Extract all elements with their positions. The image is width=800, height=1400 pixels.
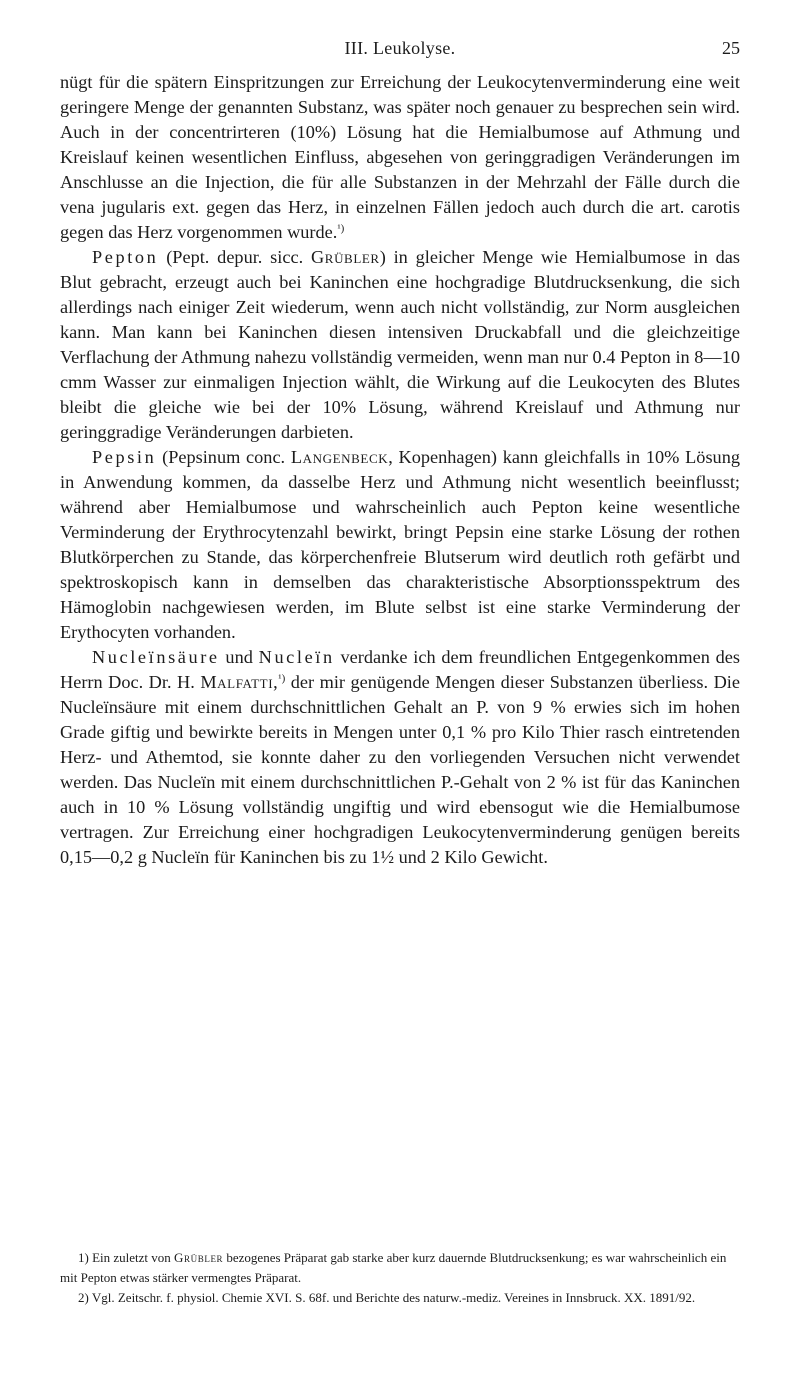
author-name: Grübler [311,247,380,267]
footnote-2 [60,1288,740,1308]
footnote-number: 2) [78,1290,89,1305]
footnotes [60,1248,740,1308]
paragraph-text: ) in gleicher Menge wie Hemialbumose in das Blut gebracht, erzeugt auch bei Kaninchen eine hochgradige Blutdrucksenkung, die sich allerdings nach einiger Zeit wiederum, wenn auch nicht vollständig, zur Norm ausgleichen kann. Man kann bei Kaninchen diesen intensiven Druckabfall und die gleichzeitige Verflachung der Athmung nahezu vollständig vermeiden, wenn man nur 0.4 Pepton in 8—10 cmm Wasser zur einmaligen Injection wählt, die Wirkung auf die Leukocyten des Blutes bleibt die gleiche wie bei der 10% Lösung, während Kreislauf und Athmung nur geringgradige Veränderungen darbieten. [60,247,740,442]
author-name: Langenbeck [290,447,389,467]
paragraph-hemialbumose [60,70,740,245]
term-nuclein: Nucleïn [258,647,335,667]
paragraph-text: (Pept. depur. sicc. [158,247,311,267]
footnote-ref: ¹) [278,672,286,685]
paragraph-text: verdanke ich dem freundlichen Entgegenkommen des Herrn Doc. Dr. H. [60,647,741,692]
footnote-1 [60,1248,740,1288]
author-name: Grübler [174,1250,224,1265]
paragraph-pepsin [60,445,740,645]
footnote-text: Ein zuletzt von [88,1250,175,1265]
body-text [60,70,740,870]
term-pepsin: Pepsin [92,447,157,467]
page-header [60,38,740,68]
paragraph-text: nügt für die spätern Einspritzungen zur Erreichung der Leukocytenverminderung eine weit geringere Menge der genannten Substanz, was später noch genauer zu besprechen sein wird. Auch in der concentrirteren (10%) Lösung hat die Hemialbumose auf Athmung und Kreislauf keinen wesentlichen Einfluss, abgesehen von geringgradigen Veränderungen im Anschlusse an die Injection, die für alle Substanzen in der Mehrzahl der Fälle durch die vena jugularis ext. gegen das Herz, in einzelnen Fällen jedoch auch durch die art. carotis gegen das Herz vorgenommen wurde. [60,72,740,242]
paragraph-nuclein [60,645,740,870]
author-name: Malfatti, [200,672,279,692]
footnote-text: Vgl. Zeitschr. f. physiol. Chemie XVI. S. 68f. und Berichte des naturw.-mediz. Vereines in Innsbruck. XX. 1891/92. [88,1290,696,1305]
paragraph-text: , Kopenhagen) kann gleichfalls in 10% Lösung in Anwendung kommen, da dasselbe Herz und Athmung nicht wesentlich beeinflusst; während aber Hemialbumose und wahrscheinlich auch Pepton keine wesentliche Verminderung der Erythrocytenzahl bewirkt, bringt Pepsin eine starke Lösung der rothen Blutkörperchen zu Stande, das körperchenfreie Blutserum wird deutlich roth gefärbt und spektroskopisch kann in demselben das charakteristische Absorptionsspektrum des Hämoglobin nachgewiesen werden, im Blute selbst ist eine starke Verminderung der Erythocyten vorhanden. [60,447,740,642]
running-title: III. Leukolyse. [344,38,456,58]
paragraph-pepton [60,245,740,445]
paragraph-text: (Pepsinum conc. [156,447,291,467]
page-number: 25 [722,38,740,58]
term-nucleinsaeure: Nucleïnsäure [92,647,220,667]
footnote-ref: ¹) [337,222,345,235]
paragraph-text: und [219,647,259,667]
footnote-number: 1) [78,1250,89,1265]
footnote-text: bezogenes Präparat gab starke aber kurz dauernde Blutdrucksenkung; es war wahrscheinlich ein mit Pepton etwas stärker vermengtes Präparat. [60,1250,727,1285]
term-pepton: Pepton [92,247,159,267]
paragraph-text: der mir genügende Mengen dieser Substanzen überliess. Die Nucleïnsäure mit einem durchschnittlichen Gehalt an P. von 9 % erwies sich im hohen Grade giftig und bewirkte bereits in Mengen unter 0,1 % pro Kilo Thier rasch eintretenden Herz- und Athemtod, sie konnte daher zu den vorliegenden Versuchen nicht verwendet werden. Das Nucleïn mit einem durchschnittlichen P.-Gehalt von 2 % ist für das Kaninchen auch in 10 % Lösung vollständig ungiftig und wird ebensogut wie die Hemialbumose vertragen. Zur Erreichung einer hochgradigen Leukocytenverminderung genügen bereits 0,15—0,2 g Nucleïn für Kaninchen bis zu 1½ und 2 Kilo Gewicht. [60,672,740,867]
